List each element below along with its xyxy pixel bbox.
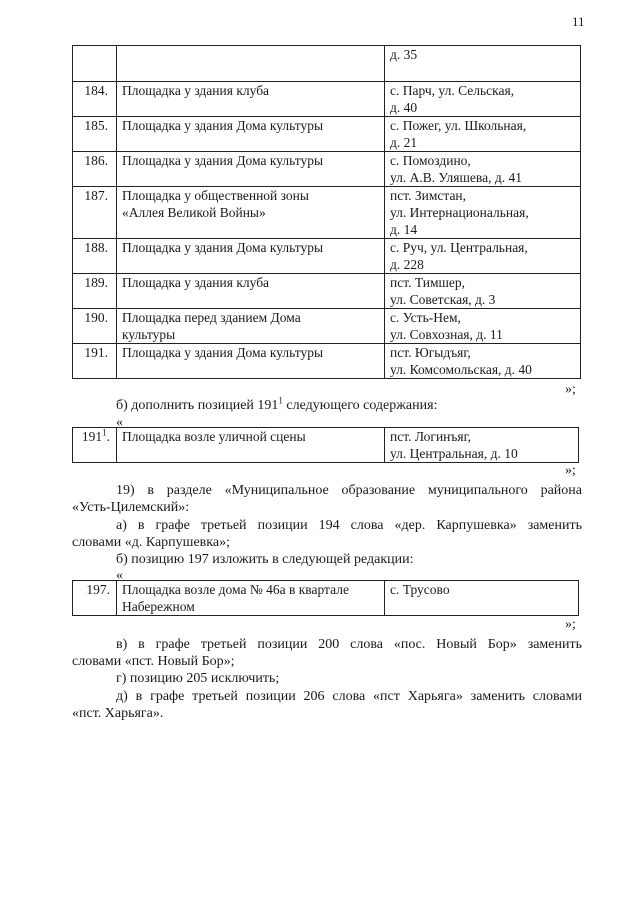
page-number: 11 xyxy=(572,14,585,29)
row-name: Площадка перед зданием Дома культуры xyxy=(117,309,385,344)
row-address: д. 35 xyxy=(385,46,581,82)
row-address: с. Усть-Нем, ул. Совхозная, д. 11 xyxy=(385,309,581,344)
row-address: пст. Логинъяг, ул. Центральная, д. 10 xyxy=(385,428,579,463)
row-number: 186. xyxy=(73,152,117,187)
row-number: 190. xyxy=(73,309,117,344)
row-number xyxy=(73,46,117,82)
table-row xyxy=(73,152,581,187)
section-19-heading-cont: «Усть-Цилемский»: xyxy=(72,500,190,515)
item-v-text-cont: словами «пст. Новый Бор»; xyxy=(72,654,235,669)
table-row xyxy=(73,581,579,616)
item-a-text-cont: словами «д. Карпушевка»; xyxy=(72,535,230,550)
row-address: с. Пожег, ул. Школьная, д. 21 xyxy=(385,117,581,152)
row-name: Площадка у здания клуба xyxy=(117,82,385,117)
closing-quote: »; xyxy=(565,463,576,478)
section-19-heading: 19) в разделе «Муниципальное образование муниципального района xyxy=(116,483,582,498)
row-name xyxy=(117,46,385,82)
table-row xyxy=(73,187,581,239)
table-row xyxy=(73,344,581,379)
row-number: 184. xyxy=(73,82,117,117)
row-name: Площадка у здания Дома культуры xyxy=(117,344,385,379)
table-row xyxy=(73,428,579,463)
item-b-position-197: б) позицию 197 изложить в следующей редакции: xyxy=(116,552,414,567)
position-197-table xyxy=(72,580,579,616)
item-b-add-191-1: б) дополнить позицией $191^1$ следующего содержания: xyxy=(116,395,438,413)
closing-quote: »; xyxy=(565,382,576,397)
row-address: с. Трусово xyxy=(385,581,579,616)
row-address: с. Помоздино, ул. А.В. Уляшева, д. 41 xyxy=(385,152,581,187)
row-number: 188. xyxy=(73,239,117,274)
table-row xyxy=(73,274,581,309)
row-name: Площадка у здания Дома культуры xyxy=(117,117,385,152)
item-d-text-cont: «пст. Харьяга». xyxy=(72,706,164,721)
row-number: 189. xyxy=(73,274,117,309)
row-number: 187. xyxy=(73,187,117,239)
opening-quote: « xyxy=(116,415,123,430)
row-name: Площадка у здания Дома культуры xyxy=(117,152,385,187)
row-number: $191^1$. xyxy=(73,428,117,463)
opening-quote: « xyxy=(116,568,123,583)
item-d-text: д) в графе третьей позиции 206 слова «пст Харьяга» заменить словами xyxy=(116,689,582,704)
table-row xyxy=(73,46,581,82)
row-number: 197. xyxy=(73,581,117,616)
row-name: Площадка возле уличной сцены xyxy=(117,428,385,463)
item-a-text: а) в графе третьей позиции 194 слова «дер. Карпушевка» заменить xyxy=(116,518,582,533)
row-address: пст. Зимстан, ул. Интернациональная, д. 14 xyxy=(385,187,581,239)
row-number: 185. xyxy=(73,117,117,152)
row-name: Площадка возле дома № 46а в квартале Набережном xyxy=(117,581,385,616)
item-v-text: в) в графе третьей позиции 200 слова «пос. Новый Бор» заменить xyxy=(116,637,582,652)
positions-table xyxy=(72,45,581,379)
row-name: Площадка у здания клуба xyxy=(117,274,385,309)
row-name: Площадка у общественной зоны «Аллея Великой Войны» xyxy=(117,187,385,239)
position-191-1-table xyxy=(72,427,579,463)
table-row xyxy=(73,82,581,117)
closing-quote: »; xyxy=(565,617,576,632)
table-row xyxy=(73,117,581,152)
item-g-text: г) позицию 205 исключить; xyxy=(116,671,280,686)
row-address: с. Руч, ул. Центральная, д. 228 xyxy=(385,239,581,274)
row-address: с. Парч, ул. Сельская, д. 40 xyxy=(385,82,581,117)
table-row xyxy=(73,239,581,274)
table-row xyxy=(73,309,581,344)
row-address: пст. Тимшер, ул. Советская, д. 3 xyxy=(385,274,581,309)
row-name: Площадка у здания Дома культуры xyxy=(117,239,385,274)
row-number: 191. xyxy=(73,344,117,379)
row-address: пст. Югыдъяг, ул. Комсомольская, д. 40 xyxy=(385,344,581,379)
